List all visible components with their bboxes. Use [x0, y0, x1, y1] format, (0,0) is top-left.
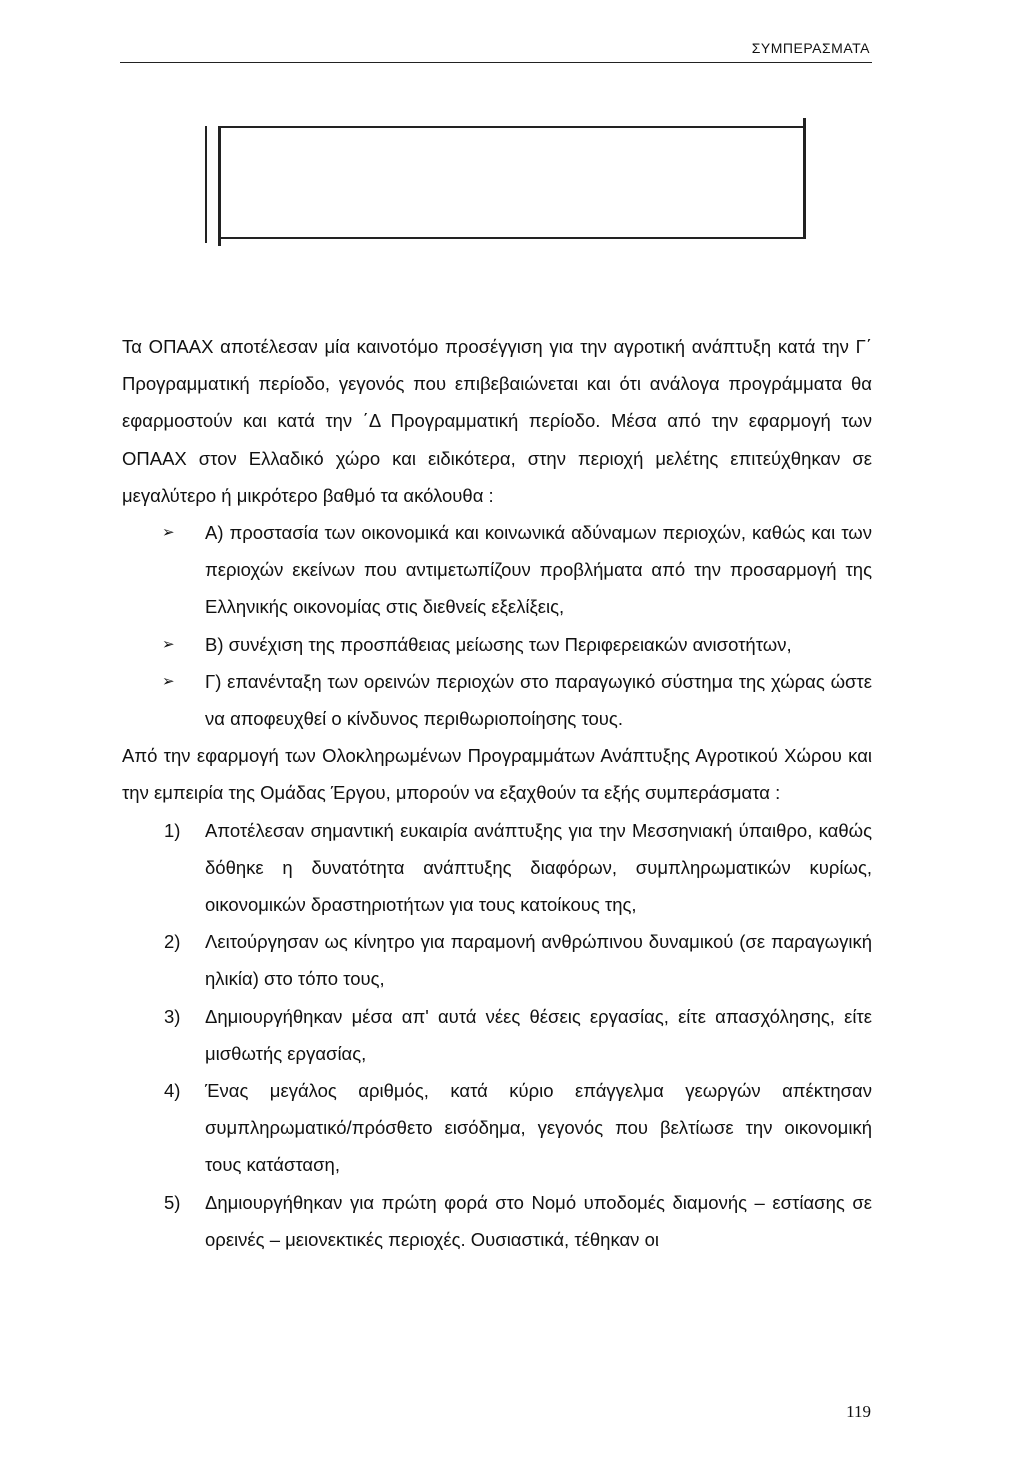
conclusion-item-1 — [122, 812, 872, 924]
second-paragraph: Από την εφαρμογή των Ολοκληρωμένων Προγραμμάτων Ανάπτυξης Αγροτικού Χώρου και την εμπειρία της Ομάδας Έργου, μπορούν να εξαχθούν τα εξής συμπεράσματα : — [122, 745, 872, 804]
conclusion-number: 4) — [164, 1080, 181, 1102]
conclusion-number: 1) — [164, 819, 181, 841]
conclusion-item-3 — [122, 998, 872, 1072]
bullet-text: Α) προστασία των οικονομικά και κοινωνικά αδύναμων περιοχών, καθώς και των περιοχών εκείνων που αντιμετωπίζουν προβλήματα από την προσαρμογή της Ελληνικής οικονομίας στις διεθνείς εξελίξεις, — [205, 522, 872, 618]
bullet-item-a — [122, 514, 872, 626]
frame-right-line — [803, 118, 806, 239]
frame-outer-left-line — [205, 126, 207, 243]
bullet-item-c — [122, 663, 872, 737]
page-number: 119 — [846, 1402, 871, 1421]
conclusion-text: Δημιουργήθηκαν για πρώτη φορά στο Νομό υποδομές διαμονής – εστίασης σε ορεινές – μειονεκτικές περιοχές. Ουσιαστικά, τέθηκαν οι — [205, 1191, 872, 1250]
bullet-text: Γ) επανένταξη των ορεινών περιοχών στο παραγωγικό σύστημα της χώρας ώστε να αποφευχθεί ο κίνδυνος περιθωριοποίησης τους. — [205, 670, 872, 730]
intro-paragraph: Τα ΟΠΑΑΧ αποτέλεσαν μία καινοτόμο προσέγγιση για την αγροτική ανάπτυξη κατά την Γ΄ Προγραμματική περίοδο, γεγονός που επιβεβαιώνεται και ότι ανάλογα προγράμματα θα εφαρμοστούν και κατά την ΄Δ Προγραμματική περίοδο. Μέσα από την εφαρμογή των ΟΠΑΑΧ στον Ελλαδικό χώρο και ειδικότερα, στην περιοχή μελέτης επιτεύχθηκαν σε μεγαλύτερο ή μικρότερο βαθμό τα ακόλουθα : — [122, 336, 872, 506]
body-text — [122, 328, 872, 1258]
empty-frame-box — [205, 118, 808, 243]
conclusion-item-2 — [122, 923, 872, 997]
frame-inner-left-line — [218, 126, 221, 246]
conclusion-text: Ένας μεγάλος αριθμός, κατά κύριο επάγγελμα γεωργών απέκτησαν συμπληρωματικό/πρόσθετο εισόδημα, γεγονός που βελτίωσε την οικονομική τους κατάσταση, — [205, 1080, 872, 1176]
conclusion-number: 2) — [164, 931, 181, 953]
conclusion-number: 3) — [164, 1005, 181, 1027]
arrow-bullet-icon: ➢ — [162, 635, 175, 653]
bullet-item-b — [122, 626, 872, 663]
frame-bottom-line — [218, 237, 806, 239]
conclusion-text: Αποτέλεσαν σημαντική ευκαιρία ανάπτυξης για την Μεσσηνιακή ύπαιθρο, καθώς δόθηκε η δυνατότητα ανάπτυξης διαφόρων, συμπληρωματικών κυρίως, οικονομικών δραστηριοτήτων για τους κατοίκους της, — [205, 819, 872, 916]
arrow-bullet-icon: ➢ — [162, 524, 175, 542]
bullet-text: Β) συνέχιση της προσπάθειας μείωσης των Περιφερειακών ανισοτήτων, — [205, 633, 792, 655]
conclusion-item-4 — [122, 1072, 872, 1184]
conclusion-text: Δημιουργήθηκαν μέσα απ' αυτά νέες θέσεις εργασίας, είτε απασχόλησης, είτε μισθωτής εργασίας, — [205, 1005, 872, 1064]
frame-top-line — [218, 126, 806, 128]
arrow-bullet-icon: ➢ — [162, 672, 175, 690]
running-header — [120, 38, 872, 63]
conclusion-text: Λειτούργησαν ως κίνητρο για παραμονή ανθρώπινου δυναμικού (σε παραγωγική ηλικία) στο τόπο τους, — [205, 931, 872, 990]
conclusion-item-5 — [122, 1184, 872, 1258]
header-title: ΣΥΜΠΕΡΑΣΜΑΤΑ — [751, 40, 870, 56]
conclusion-number: 5) — [164, 1191, 181, 1213]
